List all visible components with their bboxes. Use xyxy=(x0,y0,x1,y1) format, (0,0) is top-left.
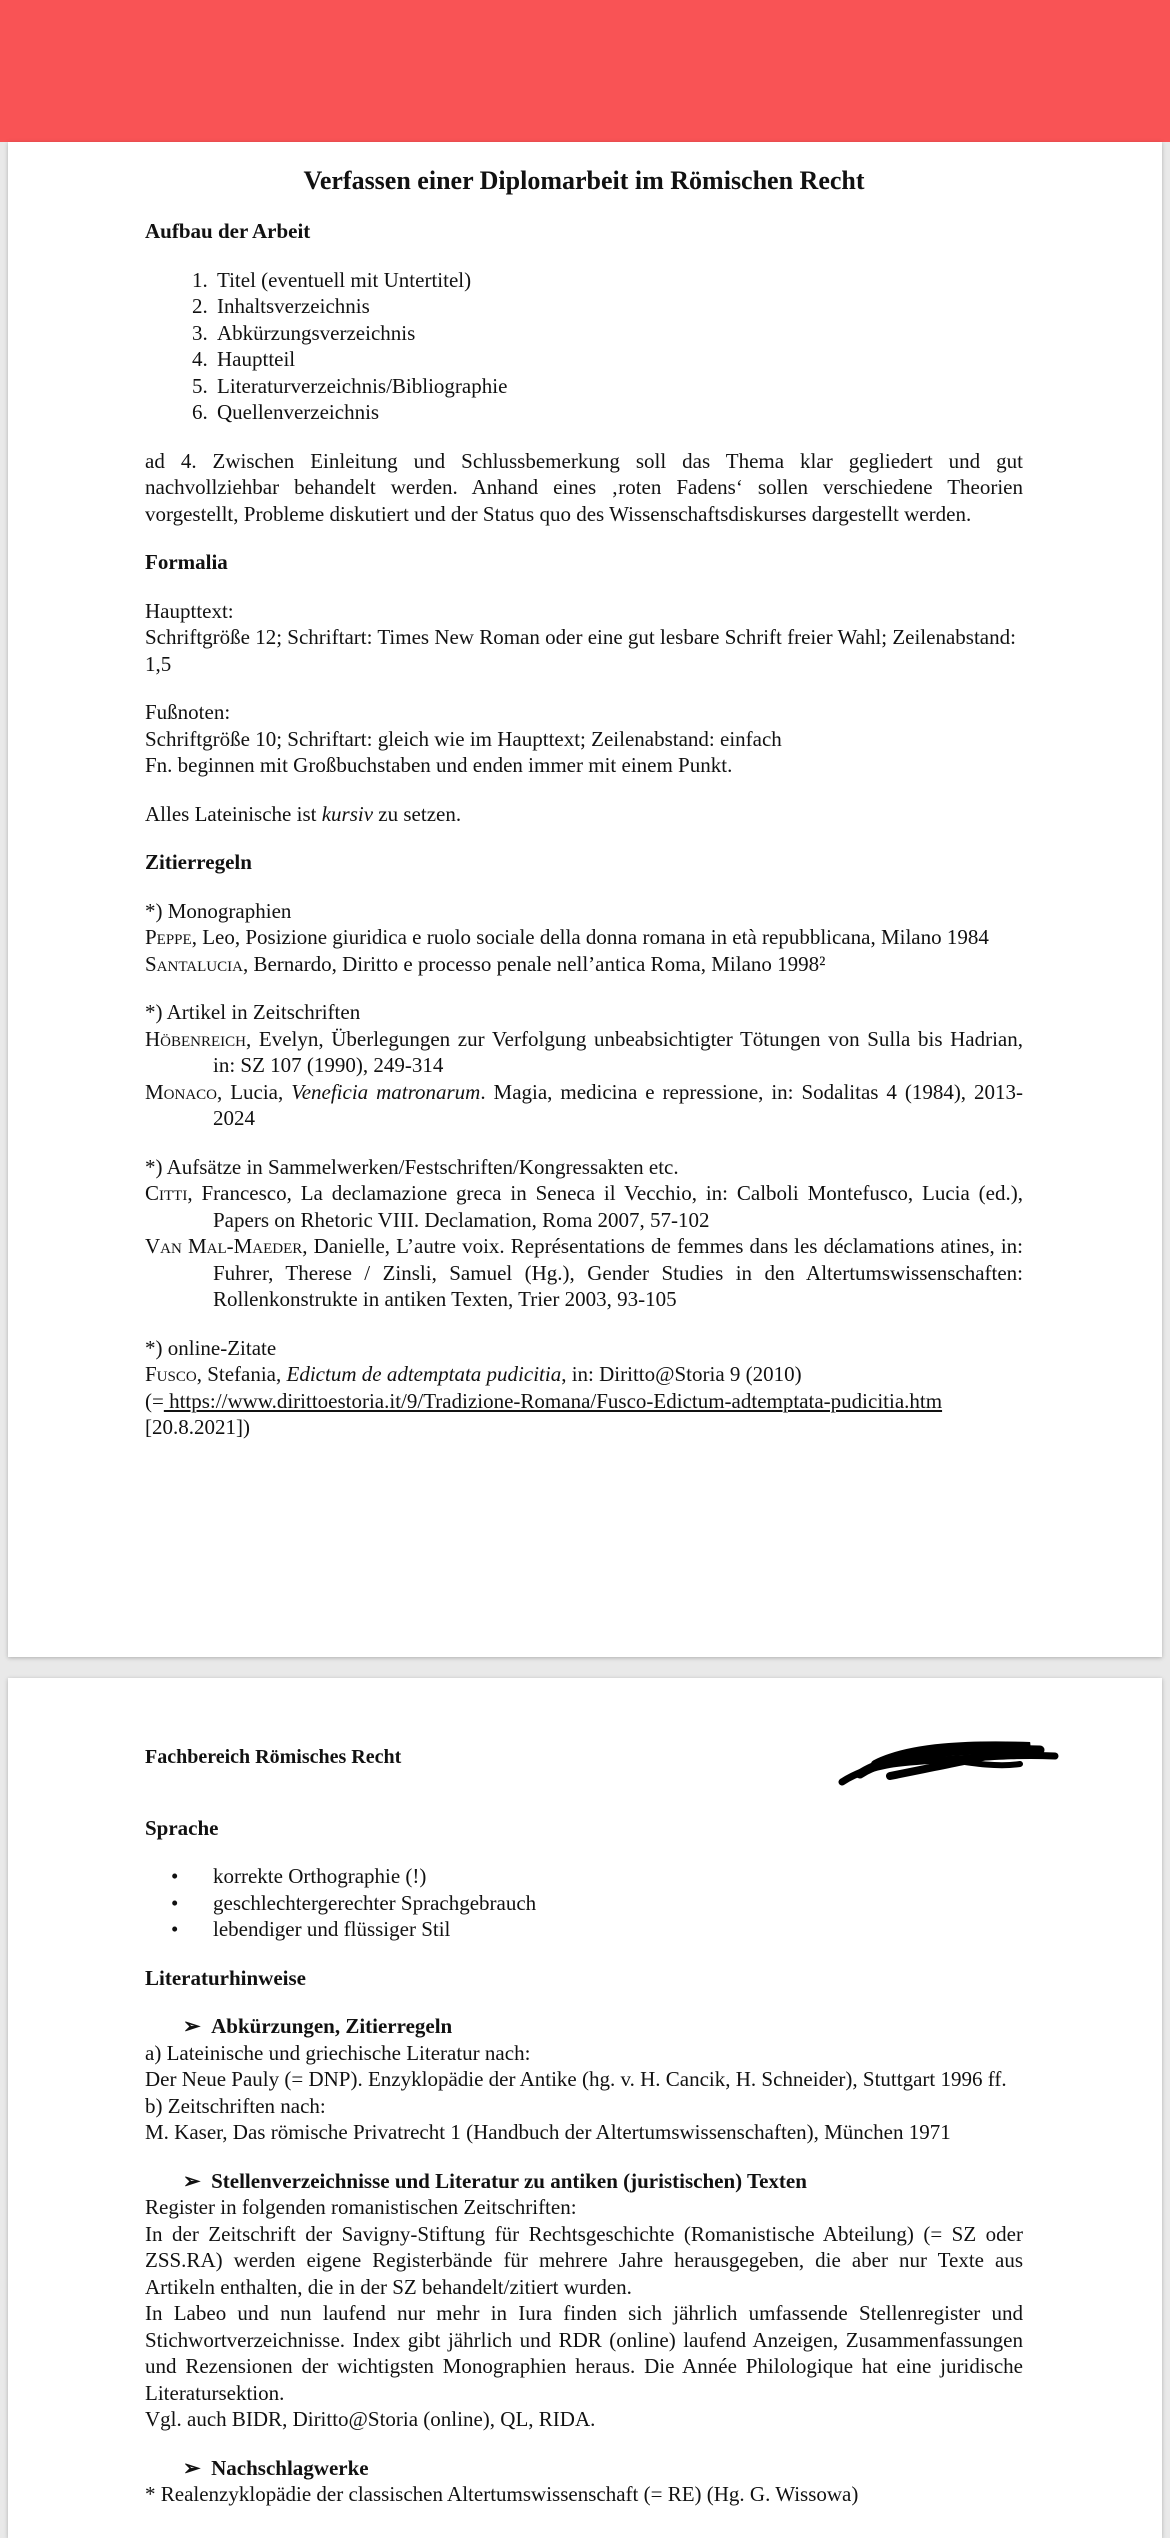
top-bar xyxy=(0,0,1170,142)
online-label: *) online-Zitate xyxy=(145,1335,277,1360)
aufbau-note: ad 4. Zwischen Einleitung und Schlussbemerkung soll das Thema klar gegliedert und gut nachvollziehbar behandelt werden. Anhand eines ‚roten Fadens‘ sollen verschiedene Theorien vorgestellt, Probleme diskutiert und der Status quo des Wissenschaftsdiskurses dargestellt werden. xyxy=(145,448,1023,526)
section-heading-sprache: Sprache xyxy=(145,1815,219,1840)
reference-entry: Höbenreich, Evelyn, Überlegungen zur Verfolgung unbeabsichtigter Tötungen von Sulla bis Hadrian, in: SZ 107 (1990), 249-314 xyxy=(145,1026,1023,1077)
stellen-para-1: In der Zeitschrift der Savigny-Stiftung für Rechtsgeschichte (Romanistische Abteilung) (= SZ oder ZSS.RA) werden eigene Registerbände für mehrere Jahre herausgegeben, die aber nur Texte aus Artikeln enthalten, die in der SZ behandelt/zitiert wurden. xyxy=(145,2221,1023,2299)
section-heading-zitierregeln: Zitierregeln xyxy=(145,850,252,874)
subsection-nachschlagwerke: ➢ Nachschlagwerke xyxy=(183,2455,369,2480)
section-heading-literatur: Literaturhinweise xyxy=(145,1965,306,1990)
subsection-abkuerzungen: ➢ Abkürzungen, Zitierregeln xyxy=(183,2014,453,2038)
arrow-bullet-icon: ➢ xyxy=(183,2014,212,2038)
abk-b-text: M. Kaser, Das römische Privatrecht 1 (Handbuch der Altertumswissenschaften), München 1971 xyxy=(145,2120,951,2144)
reference-entry: Fusco, Stefania, Edictum de adtemptata pudicitia, in: Diritto@Storia 9 (2010) xyxy=(145,1362,802,1386)
artikel-label: *) Artikel in Zeitschriften xyxy=(145,1000,361,1024)
sprache-list xyxy=(145,1863,1023,1943)
list-item: 6. Quellenverzeichnis xyxy=(213,399,1023,426)
reference-entry: Citti, Francesco, La declamazione greca in Seneca il Vecchio, in: Calboli Montefusco, Lucia (ed.), Papers on Rhetoric VIII. Declamation, Roma 2007, 57-102 xyxy=(145,1181,1023,1232)
abk-a-label: a) Lateinische und griechische Literatur nach: xyxy=(145,2040,531,2065)
list-item: • korrekte Orthographie (!) xyxy=(213,1863,1023,1890)
fussnoten-line-2: Fn. beginnen mit Großbuchstaben und enden immer mit einem Punkt. xyxy=(145,753,733,777)
abk-b-label: b) Zeitschriften nach: xyxy=(145,2093,326,2118)
haupttext-text: Schriftgröße 12; Schriftart: Times New Roman oder eine gut lesbare Schrift freier Wahl; Zeilenabstand: 1,5 xyxy=(145,625,1016,676)
list-item: • lebendiger und flüssiger Stil xyxy=(213,1916,1023,1943)
online-link-line: (= https://www.dirittoestoria.it/9/Tradizione-Romana/Fusco-Edictum-adtemptata-pudicitia.htm xyxy=(145,1388,943,1413)
fussnoten-line-1: Schriftgröße 10; Schriftart: gleich wie im Haupttext; Zeilenabstand: einfach xyxy=(145,726,782,751)
arrow-bullet-icon: ➢ xyxy=(183,2455,212,2480)
list-item: 3. Abkürzungsverzeichnis xyxy=(213,320,1023,347)
document-title: Verfassen einer Diplomarbeit im Römischen Recht xyxy=(303,166,865,195)
list-item: 2. Inhaltsverzeichnis xyxy=(213,293,1023,320)
fusco-link[interactable]: https://www.dirittoestoria.it/9/Tradizione-Romana/Fusco-Edictum-adtemptata-pudicitia.htm xyxy=(163,1388,943,1413)
list-item: 5. Literaturverzeichnis/Bibliographie xyxy=(213,373,1023,400)
nachschlag-line-1: * Realenzyklopädie der classischen Altertumswissenschaft (= RE) (Hg. G. Wissowa) xyxy=(145,2482,859,2506)
stellen-para-2: In Labeo und nun laufend nur mehr in Iura finden sich jährlich umfassende Stellenregister und Stichwortverzeichnisse. Index gibt jährlich und RDR (online) laufend Anzeigen, Zusammenfassungen und Rezensionen der wichtigsten Monographien heraus. Die Année Philologique hat eine juridische Literatursektion. xyxy=(145,2301,1023,2405)
section-heading-aufbau: Aufbau der Arbeit xyxy=(145,219,311,243)
aufbau-list xyxy=(145,267,1023,426)
document-page-2[interactable] xyxy=(8,1678,1162,2538)
list-item: • geschlechtergerechter Sprachgebrauch xyxy=(213,1890,1023,1917)
haupttext-label: Haupttext: xyxy=(145,598,234,623)
document-page-1[interactable] xyxy=(8,142,1162,1657)
aufsaetze-label: *) Aufsätze in Sammelwerken/Festschriften/Kongressakten etc. xyxy=(145,1154,679,1179)
page-header-left: Fachbereich Römisches Recht xyxy=(145,1746,402,1768)
subsection-stellenverzeichnisse: ➢ Stellenverzeichnisse und Literatur zu antiken (juristischen) Texten xyxy=(183,2168,807,2193)
arrow-bullet-icon: ➢ xyxy=(183,2168,212,2193)
list-item: 4. Hauptteil xyxy=(213,346,1023,373)
abk-a-text: Der Neue Pauly (= DNP). Enzyklopädie der Antike (hg. v. H. Cancik, H. Schneider), Stuttgart 1996 ff. xyxy=(145,2067,1007,2091)
fussnoten-label: Fußnoten: xyxy=(145,700,231,724)
monographien-label: *) Monographien xyxy=(145,898,292,923)
reference-entry: Van Mal-Maeder, Danielle, L’autre voix. Représentations de femmes dans les déclamations atines, in: Fuhrer, Therese / Zinsli, Samuel (Hg.), Gender Studies in den Altertumswissenschaften: Rollenkonstrukte in antiken Texten, Trier 2003, 93-105 xyxy=(145,1234,1023,1311)
reference-entry: Monaco, Lucia, Veneficia matronarum. Magia, medicina e repressione, in: Sodalitas 4 (1984), 2013-2024 xyxy=(145,1079,1023,1130)
list-item: 1. Titel (eventuell mit Untertitel) xyxy=(213,267,1023,294)
reference-entry: Peppe, Leo, Posizione giuridica e ruolo sociale della donna romana in età repubblicana, Milano 1984 xyxy=(145,925,989,949)
stellen-line-2: Vgl. auch BIDR, Diritto@Storia (online), QL, RIDA. xyxy=(145,2407,596,2431)
stellen-line-1: Register in folgenden romanistischen Zeitschriften: xyxy=(145,2195,577,2219)
section-heading-formalia: Formalia xyxy=(145,550,228,574)
online-date: [20.8.2021]) xyxy=(145,1415,250,1439)
latin-note: Alles Lateinische ist kursiv zu setzen. xyxy=(145,801,462,826)
reference-entry: Santalucia, Bernardo, Diritto e processo penale nell’antica Roma, Milano 1998² xyxy=(145,951,826,976)
